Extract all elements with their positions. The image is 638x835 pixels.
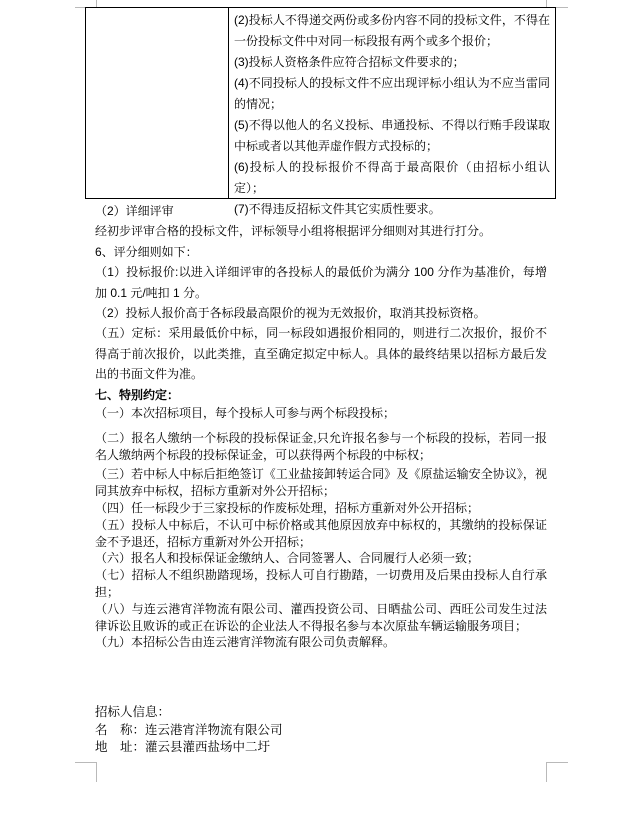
special-item-4: （四）任一标段少于三家投标的作废标处理，招标方重新对外公开招标； [95,501,480,516]
special-item-6: （六）报名人和投标保证金缴纳人、合同签署人、合同履行人必须一致； [95,551,480,566]
table-rule-7: (7)不得违反招标文件其它实质性要求。 [234,202,441,216]
tenderer-name: 名 称：连云港宵洋物流有限公司 [95,722,283,737]
award-rule: （五）定标：采用最低价中标，同一标段如遇报价相同的，则进行二次报价，报价不得高于前次报价，以此类推，直至确定拟定中标人。具体的最终结果以招标方最后发出的书面文件为准。 [95,326,547,382]
special-item-8: （八）与连云港宵洋物流有限公司、灌西投资公司、日晒盐公司、西旺公司发生过法律诉讼且败诉的或正在诉讼的企业法人不得报名参与本次原盐车辆运输服务项目； [95,601,547,633]
special-item-3: （三）若中标人中标后拒绝签订《工业盐接卸转运合同》及《原盐运输安全协议》，视同其放弃中标权，招标方重新对外公开招标； [95,467,547,499]
scoring-rules-title: 6、评分细则如下： [95,244,198,259]
tenderer-info-title: 招标人信息： [95,705,171,719]
evaluation-section [95,201,547,405]
special-terms-title: 七、特别约定： [95,387,180,402]
table-rule-4: (4)不同投标人的投标文件不应出现评标小组认为不应当雷同的情况； [234,76,550,111]
crop-mark-bottom-right-icon [546,762,568,782]
table-rule-2: (2)投标人不得递交两份或多份内容不同的投标文件，不得在一份投标文件中对同一标段报有两个或多个报价； [234,13,550,48]
document-body [95,201,547,651]
special-item-7: （七）招标人不组织勘踏现场，投标人可自行勘踏，一切费用及后果由投标人自行承担； [95,568,547,600]
special-item-1: （一）本次招标项目，每个投标人可参与两个标段投标； [95,406,396,421]
scoring-rule-price: （1）投标报价:以进入详细评审的各投标人的最低价为满分 100 分作为基准价，每增加 0.1 元/吨扣 1 分。 [95,265,547,300]
crop-mark-bottom-left-icon [75,762,97,782]
special-item-9: （九）本招标公告由连云港宵洋物流有限公司负责解释。 [95,635,396,650]
special-item-2: （二）报名人缴纳一个标段的投标保证金,只允许报名参与一个标段的投标，若同一报名人缴纳两个标段的投标保证金，可以获得两个标段的中标权； [95,430,547,462]
special-item-5: （五）投标人中标后，不认可中标价格或其他原因放弃中标权的，其缴纳的投标保证金不予退还，招标方重新对外公开招标； [95,517,547,549]
table-rule-5: (5)不得以他人的名义投标、串通投标、不得以行贿手段谋取中标或者以其他弄虚作假方式投标的； [234,118,550,153]
table-cell-restrictions [229,8,555,216]
table-rule-3: (3)投标人资格条件应符合招标文件要求的； [234,55,465,69]
detail-review-desc: 经初步评审合格的投标文件，评标领导小组将根据评分细则对其进行打分。 [95,224,492,239]
scoring-rule-invalid: （2）投标人报价高于各标段最高限价的视为无效报价，取消其投标资格。 [95,306,486,321]
tenderer-address: 地 址：灌云县灌西盐场中二圩 [95,740,271,754]
detail-review-title: （2）详细评审 [95,204,174,218]
table-cell-empty [86,8,229,198]
tenderer-info [95,704,547,757]
table-rule-6: (6)投标人的投标报价不得高于最高限价（由招标小组认定）； [234,160,550,195]
special-terms-section [95,405,547,651]
